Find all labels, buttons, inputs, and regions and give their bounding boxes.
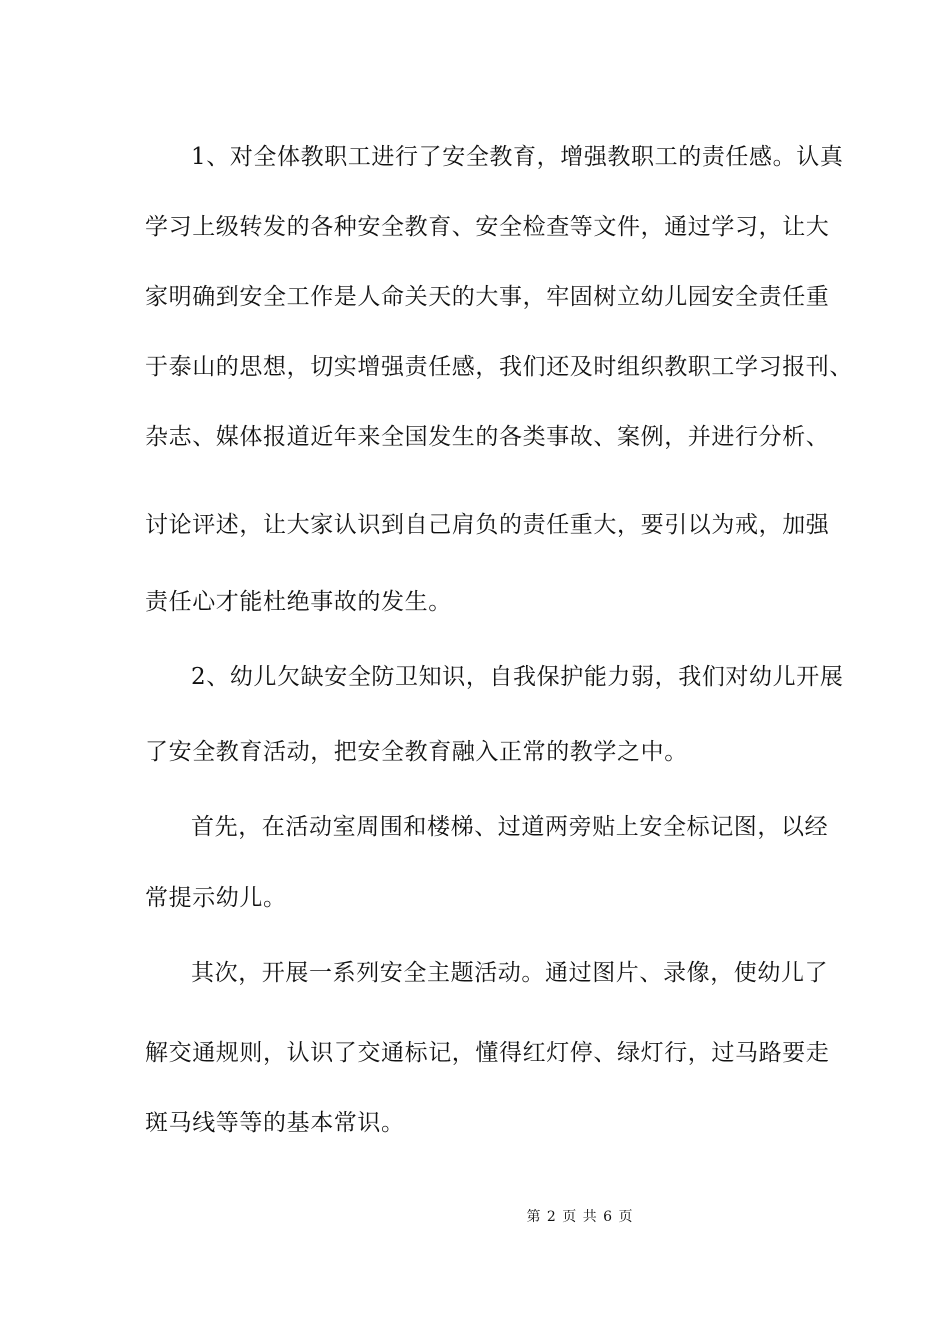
paragraph-3-line-2: 常提示幼儿。 <box>145 885 287 911</box>
page-number-footer: 第 2 页 共 6 页 <box>526 1209 634 1225</box>
paragraph-3-line-1: 首先，在活动室周围和楼梯、过道两旁贴上安全标记图，以经 <box>191 814 829 840</box>
paragraph-2-line-1: 2、幼儿欠缺安全防卫知识，自我保护能力弱，我们对幼儿开展 <box>191 664 844 690</box>
paragraph-1-line-1: 1、对全体教职工进行了安全教育，增强教职工的责任感。认真 <box>191 144 844 170</box>
paragraph-1-line-6: 讨论评述，让大家认识到自己肩负的责任重大，要引以为戒，加强 <box>145 512 830 538</box>
paragraph-1-line-4: 于泰山的思想，切实增强责任感，我们还及时组织教职工学习报刊、 <box>145 354 853 380</box>
paragraph-1-line-3: 家明确到安全工作是人命关天的大事，牢固树立幼儿园安全责任重 <box>145 284 830 310</box>
paragraph-4-line-2: 解交通规则，认识了交通标记，懂得红灯停、绿灯行，过马路要走 <box>145 1040 830 1066</box>
paragraph-4-line-3: 斑马线等等的基本常识。 <box>145 1110 405 1136</box>
paragraph-1-line-2: 学习上级转发的各种安全教育、安全检查等文件，通过学习，让大 <box>145 214 830 240</box>
paragraph-2-line-2: 了安全教育活动，把安全教育融入正常的教学之中。 <box>145 739 688 765</box>
paragraph-1-line-7: 责任心才能杜绝事故的发生。 <box>145 589 452 615</box>
paragraph-4-line-1: 其次，开展一系列安全主题活动。通过图片、录像，使幼儿了 <box>191 960 829 986</box>
paragraph-1-line-5: 杂志、媒体报道近年来全国发生的各类事故、案例，并进行分析、 <box>145 424 830 450</box>
